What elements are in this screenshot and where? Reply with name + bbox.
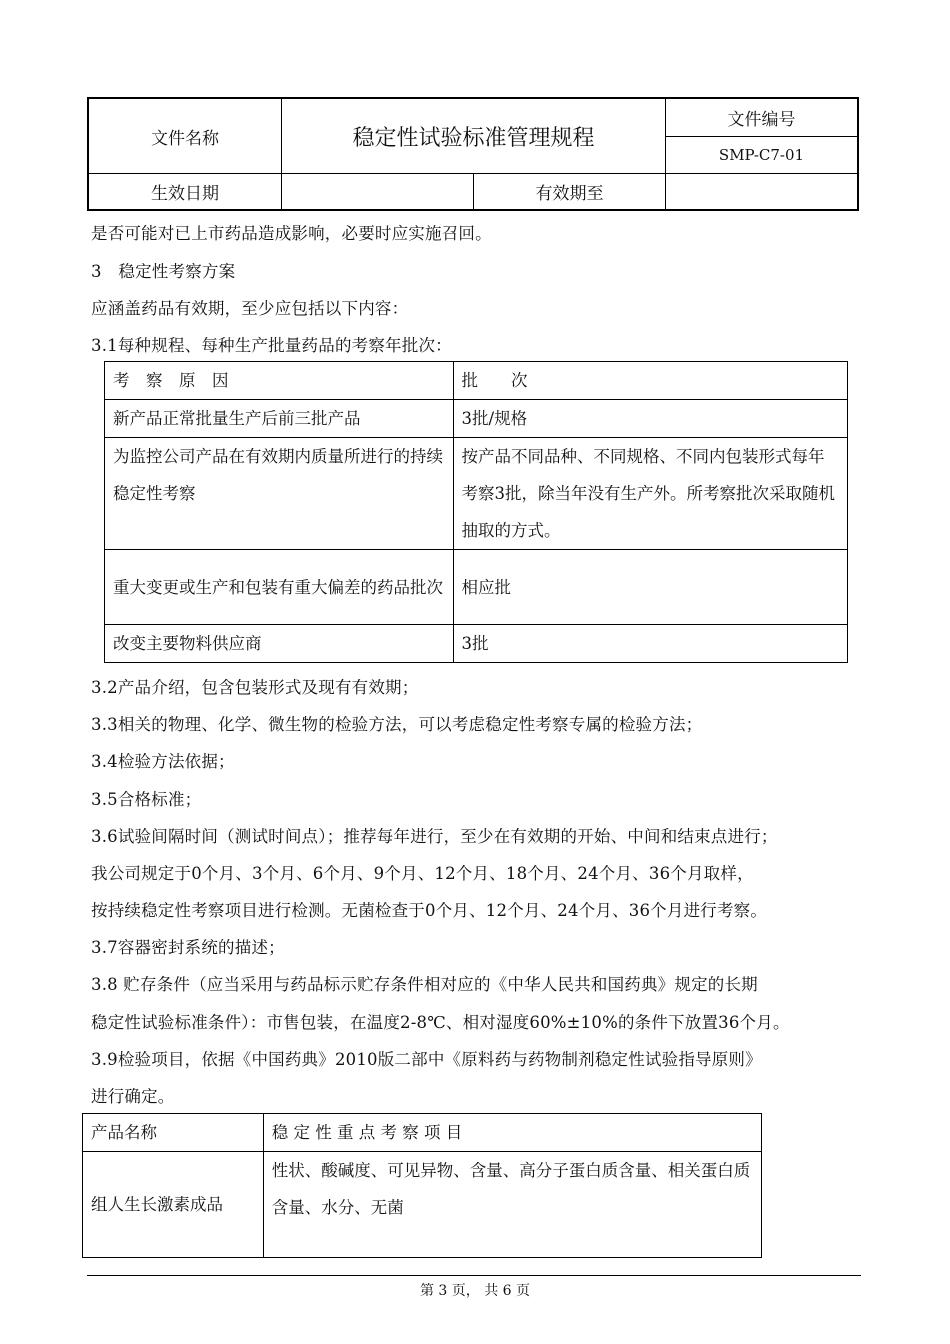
reason-cell: 新产品正常批量生产后前三批产品 — [105, 400, 454, 438]
table-row — [105, 550, 848, 625]
paragraph-line: 3.7容器密封系统的描述； — [91, 938, 285, 957]
reason-cell: 改变主要物料供应商 — [105, 625, 454, 663]
paragraph-line: 3.6试验间隔时间（测试时间点）；推荐每年进行，至少在有效期的开始、中间和结束点进行； — [91, 827, 778, 846]
table-row — [105, 625, 848, 663]
table-header-cell: 考 察 原 因 — [105, 362, 454, 400]
paragraph-line: 3.5合格标准； — [91, 790, 202, 809]
batch-cell: 3批/规格 — [453, 400, 847, 438]
paragraph-line: 我公司规定于0个月、3个月、6个月、9个月、12个月、18个月、24个月、36个月取样， — [91, 864, 754, 883]
table-row — [105, 400, 848, 438]
footer-rule — [87, 1275, 861, 1276]
table-header-row — [105, 362, 848, 400]
paragraph-line: 进行确定。 — [91, 1087, 175, 1106]
batch-cell: 相应批 — [453, 550, 847, 625]
table-header-cell: 产品名称 — [83, 1114, 264, 1152]
section-heading: 3 稳定性考察方案 — [91, 262, 236, 281]
doc-no: SMP-C7-01 — [718, 146, 805, 164]
paragraph-line: 按持续稳定性考察项目进行检测。无菌检查于0个月、12个月、24个月、36个月进行考察。 — [91, 901, 768, 920]
effective-date-label: 生效日期 — [151, 184, 219, 204]
paragraph-line: 3.4检验方法依据； — [91, 752, 235, 771]
paragraph-line: 3.1每种规程、每种生产批量药品的考察年批次： — [91, 336, 452, 355]
batch-cell: 按产品不同品种、不同规格、不同内包装形式每年考察3批，除当年没有生产外。所考察批次采取随机抽取的方式。 — [453, 438, 847, 550]
batch-cell: 3批 — [453, 625, 847, 663]
paragraph-line: 稳定性试验标准条件）：市售包装，在温度2-8℃、相对湿度60%±10%的条件下放置36个月。 — [91, 1013, 790, 1032]
valid-until-value — [666, 174, 857, 209]
table-header-row — [83, 1114, 762, 1152]
paragraph-line: 3.8 贮存条件（应当采用与药品标示贮存条件相对应的《中华人民共和国药典》规定的长期 — [91, 975, 758, 994]
table-row — [83, 1152, 762, 1258]
reason-cell: 重大变更或生产和包装有重大偏差的药品批次 — [105, 550, 454, 625]
paragraph-line: 应涵盖药品有效期，至少应包括以下内容： — [91, 299, 409, 318]
doc-no-label: 文件编号 — [727, 110, 796, 130]
valid-until-label: 有效期至 — [535, 184, 604, 204]
paragraph-line: 3.3相关的物理、化学、微生物的检验方法，可以考虑稳定性考察专属的检验方法； — [91, 715, 703, 734]
table-header-cell: 批 次 — [453, 362, 847, 400]
paragraph-line: 是否可能对已上市药品造成影响，必要时应实施召回。 — [91, 224, 492, 243]
document-header-table — [87, 97, 859, 211]
table-header-cell: 稳 定 性 重 点 考 察 项 目 — [263, 1114, 761, 1152]
items-cell: 性状、酸碱度、可见异物、含量、高分子蛋白质含量、相关蛋白质含量、水分、无菌 — [263, 1152, 761, 1258]
effective-date-value — [282, 174, 473, 209]
doc-name-label: 文件名称 — [151, 128, 219, 149]
paragraph-line: 3.2产品介绍，包含包装形式及现有有效期； — [91, 678, 419, 697]
reason-cell: 为监控公司产品在有效期内质量所进行的持续稳定性考察 — [105, 438, 454, 550]
test-items-table — [82, 1113, 762, 1258]
table-row — [105, 438, 848, 550]
doc-title: 稳定性试验标准管理规程 — [352, 125, 595, 151]
page-number: 第 3 页， 共 6 页 — [419, 1283, 531, 1299]
paragraph-line: 3.9检验项目，依据《中国药典》2010版二部中《原料药与药物制剂稳定性试验指导原则》 — [91, 1050, 762, 1069]
batch-table — [104, 361, 848, 663]
product-cell: 组人生长激素成品 — [83, 1152, 264, 1258]
